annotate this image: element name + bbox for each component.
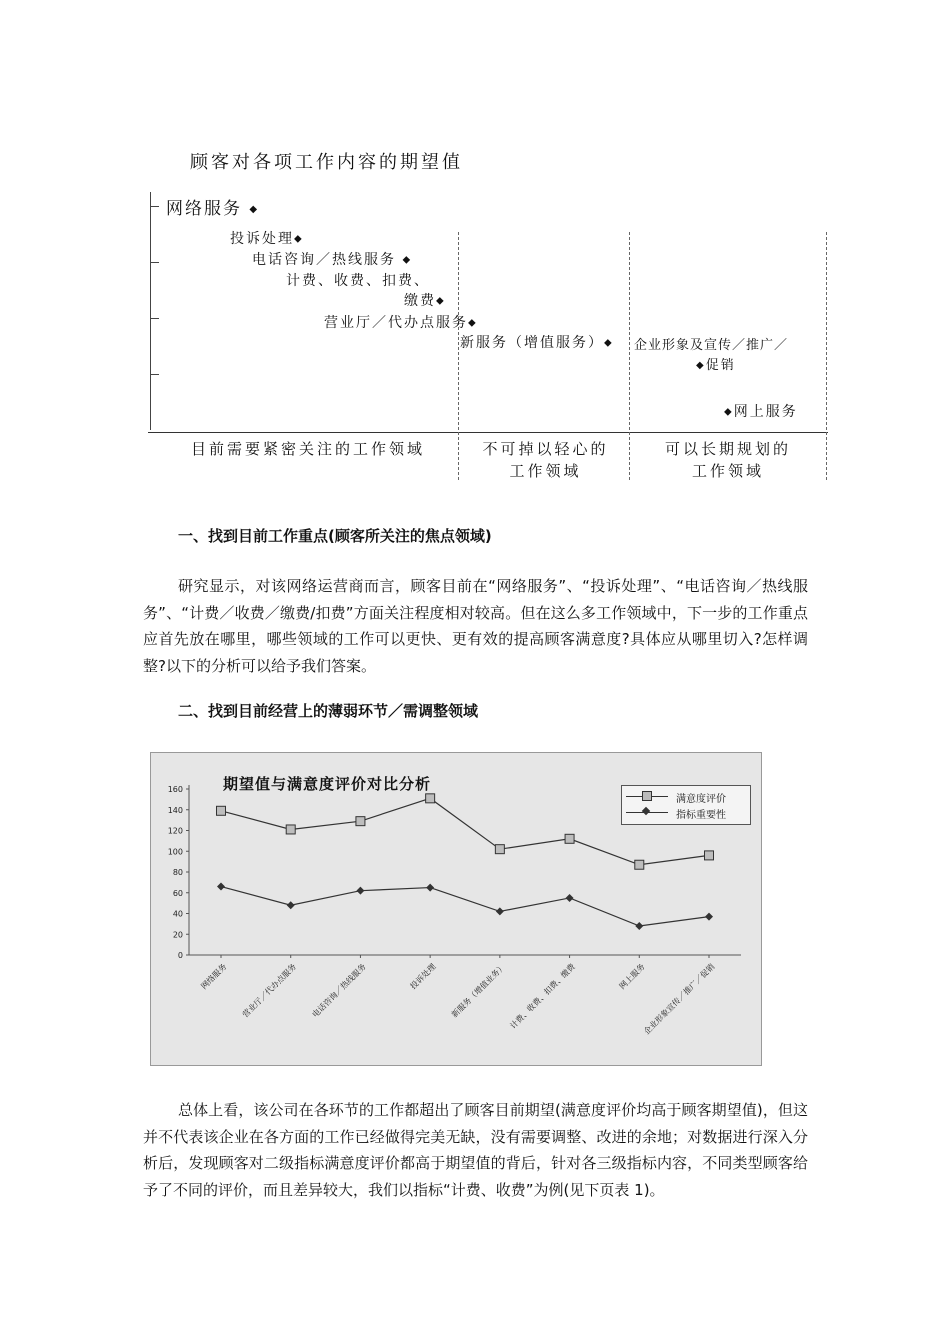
data-point-satisfaction: [565, 834, 574, 843]
data-point-satisfaction: [356, 817, 365, 826]
zone-careful: 不可掉以轻心的 工作领域: [482, 440, 609, 480]
data-point-importance: [426, 884, 434, 892]
data-point-satisfaction: [426, 794, 435, 803]
diamond-marker: ◆: [604, 337, 614, 349]
diamond-marker: ◆: [436, 295, 446, 307]
y-tick-label: 40: [172, 909, 183, 919]
item-hall: 营业厅／代办点服务◆: [324, 315, 478, 331]
data-point-satisfaction: [495, 845, 504, 854]
zone-longterm: 可以长期规划的 工作领域: [664, 440, 791, 480]
data-point-importance: [287, 901, 295, 909]
y-tick-label: 140: [167, 805, 183, 815]
figure-axis: [150, 192, 151, 430]
item-billing-line1: 计费、收费、扣费、: [286, 273, 430, 289]
axis-tick: [150, 374, 159, 375]
x-tick-label: 新服务（增值业务）: [449, 962, 508, 1020]
figure-title: 顾客对各项工作内容的期望值: [190, 152, 463, 173]
y-tick-label: 100: [167, 847, 183, 857]
data-point-importance: [496, 907, 504, 915]
axis-tick: [150, 318, 159, 319]
diamond-marker: ◆: [249, 204, 260, 215]
item-online: ◆网上服务: [724, 404, 798, 420]
data-point-importance: [635, 922, 643, 930]
data-point-satisfaction: [286, 825, 295, 834]
y-tick-label: 120: [167, 826, 183, 836]
item-billing-line2: 缴费◆: [404, 293, 446, 309]
legend-item-importance: 指标重要性: [626, 806, 746, 820]
item-complaint: 投诉处理◆: [230, 231, 304, 247]
diamond-marker: ◆: [724, 406, 734, 418]
data-point-satisfaction: [705, 851, 714, 860]
diamond-marker: ◆: [294, 233, 304, 245]
y-tick-label: 20: [172, 930, 183, 940]
chart-title: 期望值与满意度评价对比分析: [223, 775, 432, 793]
square-marker-icon: [642, 791, 652, 801]
item-image-line1: 企业形象及宣传／推广／: [634, 338, 789, 353]
y-tick-label: 60: [172, 888, 183, 898]
data-point-importance: [705, 913, 713, 921]
x-tick-label: 计费、收费、扣费、缴费: [508, 962, 577, 1031]
x-tick-label: 电话咨询／热线服务: [310, 962, 368, 1020]
axis-tick: [150, 206, 159, 207]
data-point-importance: [566, 894, 574, 902]
axis-tick: [150, 262, 159, 263]
item-network-service: 网络服务 ◆: [166, 199, 260, 219]
data-point-satisfaction: [635, 860, 644, 869]
y-tick-label: 80: [172, 868, 183, 877]
diamond-marker: ◆: [696, 360, 706, 371]
y-tick-label: 160: [167, 785, 183, 794]
zone-divider: [826, 232, 827, 480]
data-point-satisfaction: [217, 806, 226, 815]
expectation-figure: [148, 140, 838, 485]
series-line-importance: [221, 887, 709, 926]
diamond-marker-icon: [642, 807, 650, 815]
x-tick-label: 网络服务: [199, 962, 229, 992]
zone-divider: [458, 232, 459, 480]
figure-baseline: [148, 432, 828, 433]
section2-heading: 二、找到目前经营上的薄弱环节／需调整领域: [178, 702, 479, 720]
item-phone: 电话咨询／热线服务 ◆: [252, 252, 413, 268]
diamond-marker: ◆: [468, 317, 478, 329]
chart-legend: [621, 785, 751, 825]
x-tick-label: 网上服务: [617, 962, 647, 992]
diamond-marker: ◆: [402, 254, 413, 266]
x-tick-label: 企业形象宣传／推广／促销: [642, 962, 717, 1037]
data-point-importance: [217, 883, 225, 891]
item-image-line2: ◆促销: [696, 358, 736, 373]
data-point-importance: [356, 887, 364, 895]
x-tick-label: 投诉处理: [408, 962, 438, 992]
section1-heading: 一、找到目前工作重点(顾客所关注的焦点领域): [178, 527, 492, 545]
comparison-chart: [150, 752, 762, 1066]
y-tick-label: 0: [177, 951, 183, 960]
x-tick-label: 营业厅／代办点服务: [240, 962, 299, 1020]
section1-paragraph: 研究显示，对该网络运营商而言，顾客目前在“网络服务”、“投诉处理”、“电话咨询／热线服务”、“计费／收费／缴费/扣费”方面关注程度相对较高。但在这么多工作领域中，下一步的工作重点应首先放在哪里，哪些领域的工作可以更快、更有效的提高顾客满意度?具体应从哪里切入?怎样调整?以下的分析可以给予我们答案。: [143, 577, 808, 675]
item-new-service: 新服务（增值服务）◆: [460, 335, 614, 351]
zone-current: 目前需要紧密关注的工作领域: [190, 440, 425, 458]
zone-divider: [629, 232, 630, 480]
section3-paragraph: 总体上看，该公司在各环节的工作都超出了顾客目前期望(满意度评价均高于顾客期望值)，但这并不代表该企业在各方面的工作已经做得完美无缺，没有需要调整、改进的余地；对数据进行深入分析后，发现顾客对二级指标满意度评价都高于期望值的背后，针对各三级指标内容，不同类型顾客给予了不同的评价，而且差异较大，我们以指标“计费、收费”为例(见下页表 1)。: [143, 1101, 808, 1199]
legend-item-satisfaction: 满意度评价: [626, 790, 746, 804]
